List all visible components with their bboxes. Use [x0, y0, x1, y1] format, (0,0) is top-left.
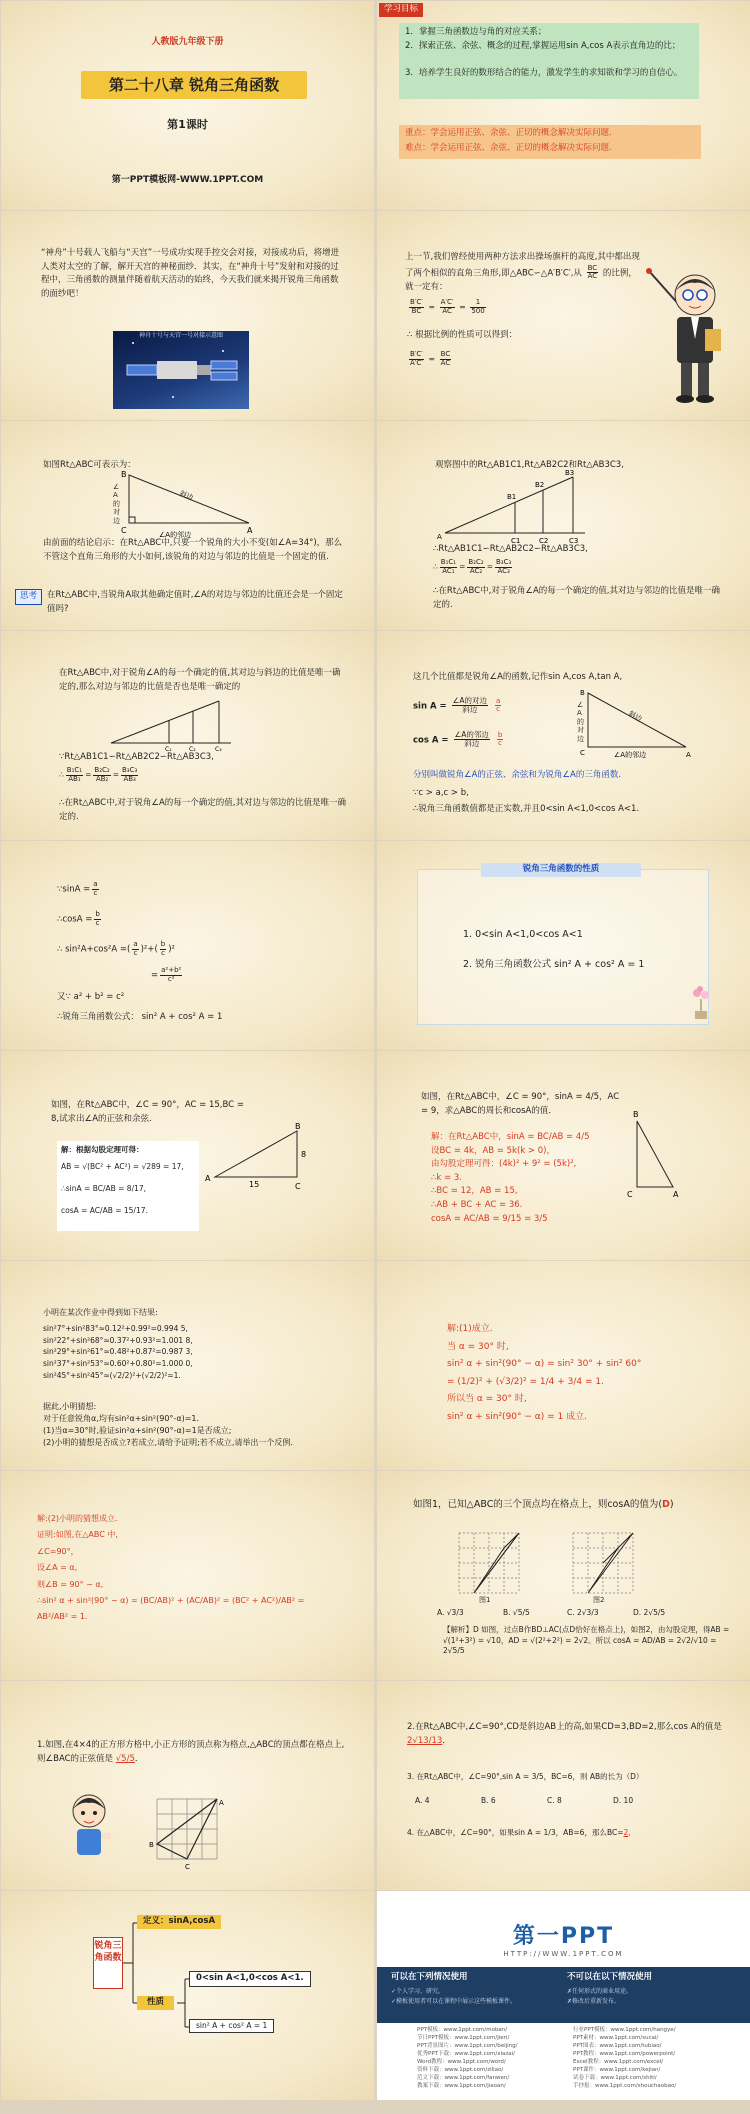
svg-text:C: C: [580, 749, 585, 757]
sin-definition: sin A = $\frac{\text{∠A的对边}}{\text{斜边}}$ $\frac{a}{c}$: [413, 696, 501, 715]
svg-text:C₃: C₃: [215, 746, 222, 753]
practice3-option-A[interactable]: A. 4: [415, 1796, 430, 1805]
lesson-label: 第1课时: [167, 118, 208, 131]
slide-12-example2[interactable]: [377, 1051, 750, 1260]
svg-text:A: A: [673, 1190, 679, 1199]
slide6-title: 观察图中的Rt△AB1C1,Rt△AB2C2和Rt△AB3C3,: [435, 460, 624, 470]
slide-18-practice2[interactable]: [377, 1681, 750, 1890]
eq-cos: ∴cosA = $\frac{b}{c}$: [57, 910, 100, 927]
goals-box: [399, 23, 699, 99]
grid-figure-1: [459, 1533, 519, 1593]
property-node: 性质: [137, 1996, 174, 2010]
slide-2-goals[interactable]: [377, 1, 750, 210]
svg-text:B: B: [580, 689, 585, 697]
svg-text:B: B: [633, 1110, 639, 1119]
think-question: 在Rt△ABC中,当锐角A取其他确定值时,∠A的对边与邻边的比值还会是一个固定值吗?: [47, 590, 343, 614]
practice3-option-D[interactable]: D. 10: [613, 1796, 634, 1805]
B3-label: B3: [565, 469, 575, 477]
svg-text:A: A: [686, 751, 691, 759]
practice3-question: 3. 在Rt△ABC中，∠C=90°,sin A = 3/5，BC=6，则 AB的长为（D）: [407, 1772, 644, 1781]
goal-1: 1．掌握三角函数边与角的对应关系；: [405, 27, 547, 37]
goal-3: 3．培养学生良好的数形结合的能力，激发学生的求知欲和学习的自信心。: [405, 68, 683, 78]
website-label[interactable]: 第一PPT模板网-WWW.1PPT.COM: [111, 175, 264, 185]
slide-17-practice1[interactable]: [1, 1681, 374, 1890]
property-2-node: sin² A + cos² A = 1: [189, 2019, 274, 2033]
svg-text:C₂: C₂: [189, 746, 196, 753]
practice1-grid: [149, 1799, 229, 1871]
key-point: 重点：学会运用正弦、余弦、正切的概念解决实际问题.: [405, 128, 612, 138]
similarity-statement: ∴Rt△AB1C1∽Rt△AB2C2∽Rt△AB3C3,: [433, 544, 588, 554]
flower-icon: [689, 985, 713, 1021]
usage-banner: 可以在下列情况使用 ✓个人学习、研究。 ✓模板使用者可以在课程中展示这些模板课件。 不可以在以下情况使用 ✗任何形式的商业用途。 ✗修改后重新发布。: [377, 1967, 750, 2023]
slide5-title: 如图Rt△ABC可表示为：: [43, 460, 136, 470]
slide7-title: 在Rt△ABC中,对于锐角∠A的每一个确定的值,其对边与斜边的比值是唯一确定的,那么对边与邻边的比值是否也是唯一确定的: [59, 668, 341, 692]
homework-rows: sin²7°+sin²83°≈0.12²+0.99²=0.994 5, sin²22°+sin²68°≈0.37²+0.93²=1.001 8, sin²29°+sin²61°≈0.48²+0.87²=0.987 3, sin²37°+sin²53°≈0.60²+0.80²=1.000 0, sin²45°+sin²45°≈(√2/2)²+(√2/2)²=1.: [43, 1324, 193, 1380]
slide8-title: 这几个比值都是锐角∠A的函数,记作sin A,cos A,tan A,: [413, 672, 623, 682]
svg-text:C₁: C₁: [165, 746, 172, 753]
ratio-chain: ∴ $\frac{\text{B₁C₁}}{\text{AC₁}}$ = $\frac{\text{B₂C₂}}{\text{AC₂}}$ = $\frac{\text{B₃C₃}}{\text{AC₃}}$: [433, 558, 512, 575]
svg-text:8: 8: [301, 1150, 307, 1159]
slide-3-intro[interactable]: [1, 211, 374, 420]
eq-pythagoras: 又∵ a² + b² = c²: [57, 992, 125, 1002]
mindmap-root: 锐角三角函数: [93, 1937, 123, 1989]
student-illustration: [67, 1791, 117, 1863]
practice2-question: 2.在Rt△ABC中,∠C=90°,CD是斜边AB上的高,如果CD=3,BD=2,那么cos A的值是 2√13/13．: [407, 1722, 722, 1746]
slide8-line3: ∴锐角三角函数值都是正实数,并且0<sin A<1,0<cos A<1.: [413, 804, 640, 814]
teacher-illustration: [647, 263, 727, 413]
slide8-line2: ∵c > a,c > b,: [413, 788, 469, 798]
practice3-option-B[interactable]: B. 6: [481, 1796, 496, 1805]
vertex-A-label: A: [247, 526, 253, 535]
C3-label: C3: [569, 537, 579, 545]
answer2-lines: 解:(2)小明的猜想成立. 证明:如图,在△ABC 中, ∠C=90°， 设∠A = α, 则∠B = 90° − α, ∴sin² α + sin²(90° − α) = (BC/AB)² + (AC/AB)² = (BC² + AC²)/AB² = AB²/AB² = 1.: [37, 1514, 305, 1622]
fig1-caption: 图1: [479, 1596, 491, 1604]
eq-sum-2: = $\frac{\text{a²+b²}}{\text{c²}}$: [151, 966, 182, 983]
opposite-label: ∠A的对边: [113, 483, 120, 525]
slide-14-answer1[interactable]: [377, 1261, 750, 1470]
example2-solution: 解：在Rt△ABC中，sinA = BC/AB = 4/5 设BC = 4k，AB = 5k(k > 0)， 由勾股定理可得：(4k)² + 9² = (5k)², ∴k = 3. ∴BC = 12，AB = 15, ∴AB + BC + AC = 36. cosA = AC/AB = 9/15 = 3/5: [431, 1132, 590, 1224]
nested-triangles-small: [111, 699, 241, 753]
slide8-blue-note: 分别叫做锐角∠A的正弦、余弦和为锐角∠A的三角函数.: [413, 770, 622, 780]
slide-19-summary[interactable]: [1, 1891, 374, 2100]
slide-16-grid-question[interactable]: [377, 1471, 750, 1680]
think-badge: 思考: [15, 589, 42, 605]
slide-9-identity[interactable]: [1, 841, 374, 1050]
goal-2: 2．探索正弦、余弦、概念的过程,掌握运用sin A,cos A表示直角边的比；: [405, 41, 681, 51]
B2-label: B2: [535, 481, 545, 489]
homework-intro: 小明在某次作业中得到如下结果:: [43, 1308, 158, 1317]
C2-label: C2: [539, 537, 549, 545]
slide-1-title[interactable]: [1, 1, 374, 210]
grid-figure-2: [573, 1533, 633, 1593]
slide-4-ratio[interactable]: [377, 211, 750, 420]
cos-definition: cos A = $\frac{\text{∠A的邻边}}{\text{斜边}}$ $\frac{b}{c}$: [413, 730, 503, 749]
B1-label: B1: [507, 493, 517, 501]
goals-tab: 学习目标: [379, 3, 423, 17]
hypotenuse-label: 斜边: [178, 489, 195, 503]
homework-questions: 据此,小明猜想: 对于任意锐角α,均有sin²α+sin²(90°-α)=1. (1)当α=30°时,验证sin²α+sin²(90°-α)=1是否成立; (2)小明的猜想是否成立?若成立,请给予证明;若不成立,请举出一个反例.: [43, 1402, 293, 1447]
slide7-conclusion: ∴在Rt△ABC中,对于锐角∠A的每一个确定的值,其对边与邻边的比值是唯一确定的.: [59, 798, 346, 822]
photo-caption: 神舟十号与天宫一号对接示意图: [138, 332, 223, 339]
slide-6-observe[interactable]: [377, 421, 750, 630]
slide7-sim: ∵Rt△AB1C1∽Rt△AB2C2∽Rt△AB3C3,: [59, 752, 214, 762]
svg-text:A: A: [219, 1799, 224, 1807]
space-photo: [113, 331, 249, 409]
svg-text:∠A的邻边: ∠A的邻边: [614, 751, 647, 759]
property-card: [417, 869, 709, 1025]
option-B[interactable]: B. √5/5: [503, 1608, 530, 1617]
svg-text:B: B: [149, 1841, 154, 1849]
eq-identity: ∴锐角三角函数公式： sin² A + cos² A = 1: [57, 1012, 223, 1022]
svg-text:C: C: [627, 1190, 633, 1199]
slide6-conclusion: ∴在Rt△ABC中,对于锐角∠A的每一个确定的值,其对边与邻边的比值是唯一确定的.: [433, 586, 720, 610]
right-triangle-diagram: [119, 470, 253, 539]
eq-sum: ∴ sin²A+cos²A =( $\frac{a}{c}$ )²+( $\frac{b}{c}$ )²: [57, 940, 175, 957]
slide-10-properties[interactable]: [377, 841, 750, 1050]
property-1-node: 0<sin A<1,0<cos A<1.: [189, 1971, 311, 1987]
links-right[interactable]: 行业PPT模板：www.1ppt.com/hangye/ PPT素材：www.1ppt.com/sucai/ PPT图表：www.1ppt.com/tubiao/ PPT教程：www.1ppt.com/powerpoint/ Excel教程：www.1ppt.com/excel/ PPT课件：www.1ppt.com/kejian/ 试卷下载：www.1ppt.com/shiti/ 手抄报：www.1ppt.com/shouchaobao/: [573, 2027, 677, 2089]
grid-analysis: 【解析】D 如图，过点B作BD⊥AC(点D恰好在格点上)，如图2，由勾股定理，得AB = √(1²+3²) = √10，AD = √(2²+2²) = 2√2。所以 cosA = AD/AB = 2√2/√10 = 2√5/5: [443, 1625, 730, 1655]
nested-triangles-diagram: [437, 469, 595, 545]
intro-text: “神舟”十号载人飞船与“天宫”一号成功实现手控交会对接，对接成功后，将增进人类对太空的了解，解开天宫的神秘面纱．其实，在“神舟十号”发射和对接的过程中，三角函数的测量伴随着航天活动的始终，今天我们就来揭开锐角三角函数的面纱吧！: [41, 248, 340, 299]
eq-sin: ∵sinA = $\frac{a}{c}$: [57, 880, 98, 897]
ratio-fraction: $\frac{BC}{AC}$: [587, 263, 598, 281]
ratio-intro: 上一节,我们曾经使用两种方法求出操场旗杆的高度,其中都出现了两个相似的直角三角形,即△ABC∽△A′B′C′,从 $\frac{BC}{AC}$ 的比例，就一定有：: [405, 252, 640, 292]
key-box: [399, 125, 701, 159]
slide-13-homework[interactable]: [1, 1261, 374, 1470]
slide5-text: 由前面的结论启示：在Rt△ABC中,只要一个锐角的大小不变(如∠A=34°)，那么不管这个直角三角形的大小如何,该锐角的对边与邻边的比值是一个固定的值.: [43, 538, 343, 562]
example1-triangle: [205, 1122, 315, 1191]
fig2-caption: 图2: [593, 1596, 605, 1604]
svg-text:C: C: [295, 1182, 301, 1191]
slide7-ratio-chain: ∴ $\frac{\text{B₁C₁}}{\text{AB₁}}$ = $\frac{\text{B₂C₂}}{\text{AB₂}}$ = $\frac{\text{B₃C₃}}{\text{AB₃}}$: [59, 766, 138, 783]
difficulty: 难点：学会运用正弦、余弦、正切的概念解决实际问题.: [405, 143, 612, 153]
option-A[interactable]: A. √3/3: [437, 1608, 464, 1617]
example2-question: 如图，在Rt△ABC中，∠C = 90°，sinA = 4/5，AC = 9，求△ABC的周长和cosA的值．: [421, 1092, 620, 1116]
mindmap-bracket: [121, 1919, 151, 2029]
slide-8-definitions[interactable]: [377, 631, 750, 840]
ratio-result: $\frac{B'C'}{A'C'}$ = $\frac{BC}{AC}$: [410, 350, 451, 367]
svg-text:15: 15: [249, 1180, 260, 1189]
grid-question: 如图1，已知△ABC的三个顶点均在格点上，则cosA的值为(D): [413, 1499, 674, 1510]
ratio-equation: $\frac{B'C'}{BC}$ = $\frac{A'C'}{AC}$ = $\frac{1}{500}$: [410, 298, 485, 315]
option-D[interactable]: D. 2√5/5: [633, 1608, 666, 1617]
vertex-C-label: C: [121, 526, 127, 535]
property-2: 2. 锐角三角函数公式 sin² A + cos² A = 1: [463, 959, 645, 970]
links-left[interactable]: PPT模板：www.1ppt.com/moban/ 节日PPT模板：www.1ppt.com/jieri/ PPT背景图片：www.1ppt.com/beijing/ 优秀PPT下载：www.1ppt.com/xiazai/ Word教程：www.1ppt.com/word/ 资料下载：www.1ppt.com/ziliao/ 范文下载：www.1ppt.com/fanwen/ 教案下载：www.1ppt.com/jiaoan/: [417, 2027, 518, 2089]
A-label: A: [437, 533, 442, 541]
property-1: 1. 0<sin A<1,0<cos A<1: [463, 929, 583, 940]
practice1-question: 1.如图,在4×4的正方形方格中,小正方形的顶点称为格点,△ABC的顶点都在格点上,则∠BAC的正弦值是 √5/5．: [37, 1740, 345, 1764]
svg-text:A: A: [205, 1174, 211, 1183]
adjacent-label: ∠A的邻边: [159, 531, 192, 539]
svg-text:B: B: [295, 1122, 301, 1131]
slide-5-triangle[interactable]: [1, 421, 374, 630]
spacecraft-icon: [113, 331, 249, 409]
answer1-lines: 解:(1)成立. 当 α = 30° 时, sin² α + sin²(90° − α) = sin² 30° + sin² 60° = (1/2)² + (√3/2)² = 1/4 + 3/4 = 1. 所以当 α = 30° 时, sin² α + sin²(90° − α) = 1 成立.: [447, 1324, 642, 1422]
tri-opposite-label: ∠A的对边: [577, 701, 584, 743]
ratio-given: ∴ 根据比例的性质可以得到：: [407, 330, 518, 340]
practice3-option-C[interactable]: C. 8: [547, 1796, 562, 1805]
publisher-label: 人教版九年级下册: [151, 37, 224, 47]
example1-solution-box: 解：根据勾股定理可得： AB = √(BC² + AC²) = √289 = 17, ∴sinA = BC/AB = 8/17, cosA = AC/AB = 15/17.: [57, 1141, 199, 1231]
chapter-title: 第二十八章 锐角三角函数: [108, 76, 280, 94]
C1-label: C1: [511, 537, 521, 545]
svg-text:斜边: 斜边: [627, 709, 644, 724]
slide-11-example1[interactable]: [1, 1051, 374, 1260]
practice4-question: 4. 在△ABC中，∠C=90°，如果sin A = 1/3，AB=6，那么BC=2．: [407, 1828, 636, 1837]
slide-7-opposite-ratio[interactable]: [1, 631, 374, 840]
slide-20-credits[interactable]: [377, 1891, 750, 2100]
brand-url[interactable]: HTTP://WWW.1PPT.COM: [503, 1950, 624, 1958]
vertex-B-label: B: [121, 470, 127, 479]
definition-node: 定义：sinA,cosA: [137, 1915, 221, 1929]
option-C[interactable]: C. 2√3/3: [567, 1608, 599, 1617]
property-heading: 锐角三角函数的性质: [481, 863, 641, 877]
slide-15-answer2[interactable]: [1, 1471, 374, 1680]
example2-triangle: [625, 1110, 685, 1199]
svg-text:C: C: [185, 1863, 190, 1871]
example1-question: 如图，在Rt△ABC中，∠C = 90°，AC = 15,BC = 8,试求出∠A的正弦和余弦.: [51, 1100, 244, 1124]
brand-logo: 第一PPT: [512, 1924, 615, 1949]
